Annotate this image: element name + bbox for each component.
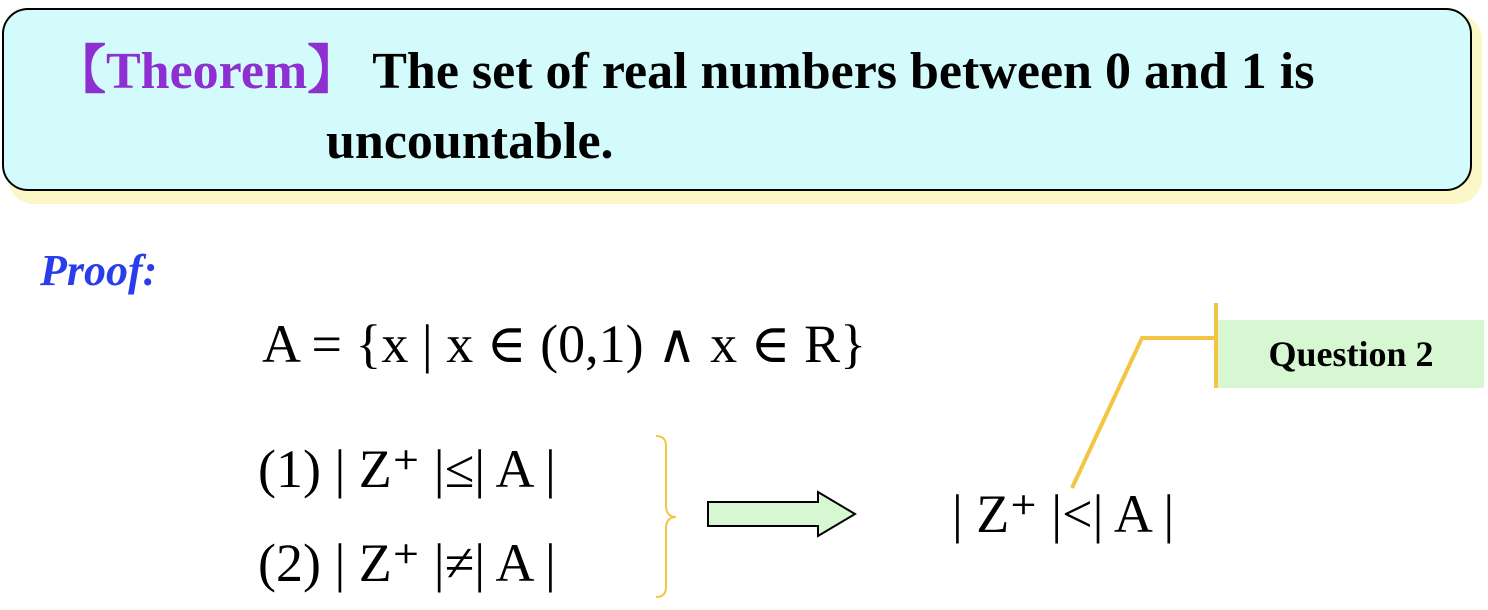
theorem-text-2: uncountable. bbox=[326, 113, 614, 170]
right-brace-icon bbox=[656, 436, 676, 597]
step-1-text: (1) | Z⁺ |≤| A | bbox=[258, 439, 556, 499]
conclusion bbox=[952, 482, 1174, 546]
step-1 bbox=[258, 437, 556, 501]
step-2-text: (2) | Z⁺ |≠| A | bbox=[258, 533, 556, 593]
set-definition-text: A = {x | x ∈ (0,1) ∧ x ∈ R} bbox=[262, 314, 867, 374]
step-2 bbox=[258, 531, 556, 595]
callout-line bbox=[1072, 338, 1216, 488]
set-definition bbox=[262, 312, 866, 376]
proof-label: Proof: bbox=[40, 246, 158, 295]
theorem-line-1 bbox=[54, 40, 1314, 104]
implies-arrow-icon bbox=[708, 492, 855, 536]
theorem-label: 【Theorem】 bbox=[54, 43, 360, 100]
theorem-box bbox=[2, 8, 1472, 191]
conclusion-text: | Z⁺ |<| A | bbox=[952, 484, 1175, 544]
question-2-label: Question 2 bbox=[1218, 320, 1484, 388]
theorem-text-1: The set of real numbers between 0 and 1 is bbox=[359, 43, 1315, 100]
